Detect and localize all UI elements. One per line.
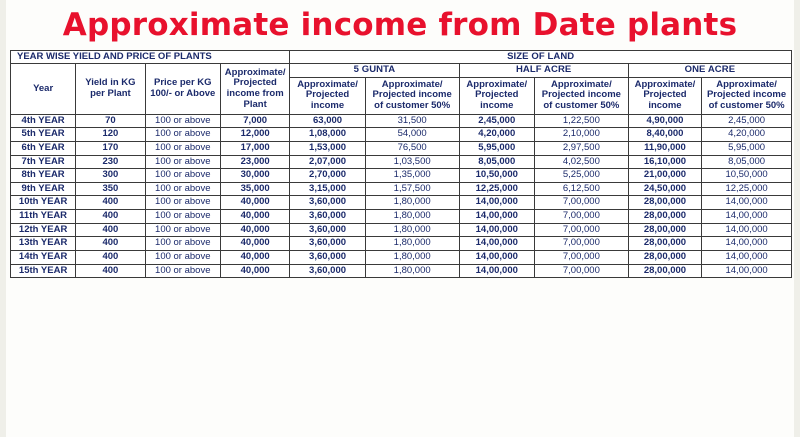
cell-gunta5-customer50: 1,57,500 bbox=[365, 182, 459, 196]
income-table bbox=[10, 50, 792, 279]
cell-halfacre-income: 14,00,000 bbox=[459, 210, 534, 224]
cell-halfacre-income: 14,00,000 bbox=[459, 223, 534, 237]
cell-oneacre-income: 11,90,000 bbox=[628, 141, 701, 155]
cell-year: 7th YEAR bbox=[11, 155, 76, 169]
table-body bbox=[11, 114, 792, 278]
cell-yield: 400 bbox=[76, 264, 145, 278]
cell-gunta5-income: 3,60,000 bbox=[290, 210, 365, 224]
cell-oneacre-income: 21,00,000 bbox=[628, 169, 701, 183]
cell-halfacre-customer50: 7,00,000 bbox=[534, 264, 628, 278]
cell-income-from-plant: 23,000 bbox=[220, 155, 289, 169]
cell-year: 6th YEAR bbox=[11, 141, 76, 155]
income-table-wrapper bbox=[10, 50, 792, 279]
cell-yield: 170 bbox=[76, 141, 145, 155]
landsize-header-half-acre: HALF ACRE bbox=[459, 64, 628, 78]
cell-year: 8th YEAR bbox=[11, 169, 76, 183]
cell-oneacre-customer50: 5,95,000 bbox=[702, 141, 792, 155]
cell-gunta5-customer50: 1,80,000 bbox=[365, 237, 459, 251]
table-row bbox=[11, 237, 792, 251]
column-header-gunta5-income: Approximate/ Projected income bbox=[290, 77, 365, 114]
cell-oneacre-customer50: 14,00,000 bbox=[702, 223, 792, 237]
cell-oneacre-income: 28,00,000 bbox=[628, 237, 701, 251]
cell-income-from-plant: 12,000 bbox=[220, 128, 289, 142]
cell-gunta5-income: 2,70,000 bbox=[290, 169, 365, 183]
table-row bbox=[11, 223, 792, 237]
cell-yield: 300 bbox=[76, 169, 145, 183]
cell-oneacre-income: 16,10,000 bbox=[628, 155, 701, 169]
column-header-income-from-plant: Approximate/ Projected income from Plant bbox=[220, 64, 289, 115]
cell-oneacre-income: 28,00,000 bbox=[628, 210, 701, 224]
cell-halfacre-income: 14,00,000 bbox=[459, 250, 534, 264]
cell-oneacre-customer50: 14,00,000 bbox=[702, 237, 792, 251]
cell-income-from-plant: 35,000 bbox=[220, 182, 289, 196]
cell-halfacre-income: 14,00,000 bbox=[459, 196, 534, 210]
cell-yield: 70 bbox=[76, 114, 145, 128]
cell-price: 100 or above bbox=[145, 169, 220, 183]
cell-gunta5-customer50: 1,80,000 bbox=[365, 250, 459, 264]
cell-yield: 400 bbox=[76, 196, 145, 210]
cell-income-from-plant: 40,000 bbox=[220, 196, 289, 210]
cell-year: 11th YEAR bbox=[11, 210, 76, 224]
cell-oneacre-income: 8,40,000 bbox=[628, 128, 701, 142]
cell-gunta5-customer50: 31,500 bbox=[365, 114, 459, 128]
cell-gunta5-income: 1,08,000 bbox=[290, 128, 365, 142]
cell-halfacre-customer50: 6,12,500 bbox=[534, 182, 628, 196]
cell-oneacre-customer50: 8,05,000 bbox=[702, 155, 792, 169]
cell-year: 9th YEAR bbox=[11, 182, 76, 196]
cell-gunta5-customer50: 54,000 bbox=[365, 128, 459, 142]
cell-income-from-plant: 30,000 bbox=[220, 169, 289, 183]
cell-price: 100 or above bbox=[145, 155, 220, 169]
cell-yield: 230 bbox=[76, 155, 145, 169]
group-header-size-of-land: SIZE OF LAND bbox=[290, 50, 792, 64]
cell-halfacre-customer50: 2,10,000 bbox=[534, 128, 628, 142]
cell-halfacre-customer50: 7,00,000 bbox=[534, 210, 628, 224]
table-landsize-header-row bbox=[11, 64, 792, 78]
cell-price: 100 or above bbox=[145, 264, 220, 278]
cell-price: 100 or above bbox=[145, 182, 220, 196]
cell-year: 10th YEAR bbox=[11, 196, 76, 210]
cell-gunta5-customer50: 1,80,000 bbox=[365, 264, 459, 278]
cell-halfacre-income: 8,05,000 bbox=[459, 155, 534, 169]
column-header-halfacre-customer50: Approximate/ Projected income of customer 50% bbox=[534, 77, 628, 114]
table-row bbox=[11, 250, 792, 264]
cell-year: 14th YEAR bbox=[11, 250, 76, 264]
table-row bbox=[11, 114, 792, 128]
landsize-header-one-acre: ONE ACRE bbox=[628, 64, 791, 78]
cell-gunta5-customer50: 1,80,000 bbox=[365, 223, 459, 237]
cell-gunta5-income: 3,60,000 bbox=[290, 264, 365, 278]
cell-halfacre-income: 5,95,000 bbox=[459, 141, 534, 155]
cell-yield: 400 bbox=[76, 210, 145, 224]
cell-oneacre-income: 28,00,000 bbox=[628, 250, 701, 264]
cell-yield: 400 bbox=[76, 223, 145, 237]
cell-gunta5-income: 3,60,000 bbox=[290, 237, 365, 251]
cell-halfacre-income: 14,00,000 bbox=[459, 237, 534, 251]
cell-gunta5-income: 3,15,000 bbox=[290, 182, 365, 196]
cell-halfacre-income: 4,20,000 bbox=[459, 128, 534, 142]
table-row bbox=[11, 196, 792, 210]
cell-yield: 400 bbox=[76, 237, 145, 251]
landsize-header-5-gunta: 5 GUNTA bbox=[290, 64, 459, 78]
cell-price: 100 or above bbox=[145, 141, 220, 155]
table-row bbox=[11, 182, 792, 196]
column-header-oneacre-customer50: Approximate/ Projected income of customer 50% bbox=[702, 77, 792, 114]
cell-oneacre-income: 28,00,000 bbox=[628, 264, 701, 278]
cell-oneacre-customer50: 14,00,000 bbox=[702, 196, 792, 210]
left-edge-shadow bbox=[0, 0, 6, 437]
cell-halfacre-income: 2,45,000 bbox=[459, 114, 534, 128]
cell-price: 100 or above bbox=[145, 237, 220, 251]
cell-year: 4th YEAR bbox=[11, 114, 76, 128]
cell-halfacre-customer50: 2,97,500 bbox=[534, 141, 628, 155]
cell-price: 100 or above bbox=[145, 114, 220, 128]
cell-oneacre-income: 28,00,000 bbox=[628, 223, 701, 237]
group-header-year-wise: YEAR WISE YIELD AND PRICE OF PLANTS bbox=[11, 50, 290, 64]
cell-oneacre-income: 28,00,000 bbox=[628, 196, 701, 210]
cell-gunta5-income: 3,60,000 bbox=[290, 223, 365, 237]
cell-gunta5-customer50: 1,80,000 bbox=[365, 196, 459, 210]
cell-income-from-plant: 40,000 bbox=[220, 250, 289, 264]
cell-oneacre-customer50: 10,50,000 bbox=[702, 169, 792, 183]
column-header-year: Year bbox=[11, 64, 76, 115]
column-header-gunta5-customer50: Approximate/ Projected income of customer 50% bbox=[365, 77, 459, 114]
cell-oneacre-income: 24,50,000 bbox=[628, 182, 701, 196]
cell-oneacre-customer50: 4,20,000 bbox=[702, 128, 792, 142]
cell-halfacre-income: 12,25,000 bbox=[459, 182, 534, 196]
column-header-halfacre-income: Approximate/ Projected income bbox=[459, 77, 534, 114]
cell-oneacre-customer50: 14,00,000 bbox=[702, 250, 792, 264]
cell-halfacre-customer50: 7,00,000 bbox=[534, 223, 628, 237]
cell-oneacre-income: 4,90,000 bbox=[628, 114, 701, 128]
cell-gunta5-income: 63,000 bbox=[290, 114, 365, 128]
cell-price: 100 or above bbox=[145, 210, 220, 224]
cell-gunta5-income: 3,60,000 bbox=[290, 196, 365, 210]
cell-gunta5-customer50: 1,03,500 bbox=[365, 155, 459, 169]
cell-halfacre-customer50: 7,00,000 bbox=[534, 196, 628, 210]
cell-gunta5-customer50: 76,500 bbox=[365, 141, 459, 155]
cell-gunta5-income: 3,60,000 bbox=[290, 250, 365, 264]
cell-income-from-plant: 40,000 bbox=[220, 237, 289, 251]
right-edge-shadow bbox=[794, 0, 800, 437]
cell-yield: 120 bbox=[76, 128, 145, 142]
cell-halfacre-customer50: 4,02,500 bbox=[534, 155, 628, 169]
cell-price: 100 or above bbox=[145, 128, 220, 142]
cell-income-from-plant: 7,000 bbox=[220, 114, 289, 128]
cell-oneacre-customer50: 12,25,000 bbox=[702, 182, 792, 196]
table-row bbox=[11, 169, 792, 183]
cell-halfacre-income: 10,50,000 bbox=[459, 169, 534, 183]
cell-halfacre-customer50: 5,25,000 bbox=[534, 169, 628, 183]
cell-oneacre-customer50: 2,45,000 bbox=[702, 114, 792, 128]
table-row bbox=[11, 264, 792, 278]
cell-income-from-plant: 40,000 bbox=[220, 264, 289, 278]
column-header-oneacre-income: Approximate/ Projected income bbox=[628, 77, 701, 114]
column-header-price: Price per KG 100/- or Above bbox=[145, 64, 220, 115]
cell-gunta5-customer50: 1,35,000 bbox=[365, 169, 459, 183]
cell-gunta5-income: 1,53,000 bbox=[290, 141, 365, 155]
cell-yield: 400 bbox=[76, 250, 145, 264]
cell-halfacre-income: 14,00,000 bbox=[459, 264, 534, 278]
table-row bbox=[11, 155, 792, 169]
cell-year: 15th YEAR bbox=[11, 264, 76, 278]
column-header-yield: Yield in KG per Plant bbox=[76, 64, 145, 115]
page-title: Approximate income from Date plants bbox=[62, 7, 738, 43]
cell-halfacre-customer50: 1,22,500 bbox=[534, 114, 628, 128]
cell-price: 100 or above bbox=[145, 250, 220, 264]
cell-halfacre-customer50: 7,00,000 bbox=[534, 250, 628, 264]
cell-oneacre-customer50: 14,00,000 bbox=[702, 264, 792, 278]
cell-yield: 350 bbox=[76, 182, 145, 196]
cell-oneacre-customer50: 14,00,000 bbox=[702, 210, 792, 224]
table-row bbox=[11, 141, 792, 155]
table-row bbox=[11, 128, 792, 142]
cell-income-from-plant: 40,000 bbox=[220, 210, 289, 224]
table-group-header-row bbox=[11, 50, 792, 64]
cell-price: 100 or above bbox=[145, 223, 220, 237]
cell-year: 13th YEAR bbox=[11, 237, 76, 251]
cell-income-from-plant: 40,000 bbox=[220, 223, 289, 237]
cell-year: 5th YEAR bbox=[11, 128, 76, 142]
cell-gunta5-customer50: 1,80,000 bbox=[365, 210, 459, 224]
cell-halfacre-customer50: 7,00,000 bbox=[534, 237, 628, 251]
cell-year: 12th YEAR bbox=[11, 223, 76, 237]
cell-income-from-plant: 17,000 bbox=[220, 141, 289, 155]
table-row bbox=[11, 210, 792, 224]
cell-price: 100 or above bbox=[145, 196, 220, 210]
cell-gunta5-income: 2,07,000 bbox=[290, 155, 365, 169]
